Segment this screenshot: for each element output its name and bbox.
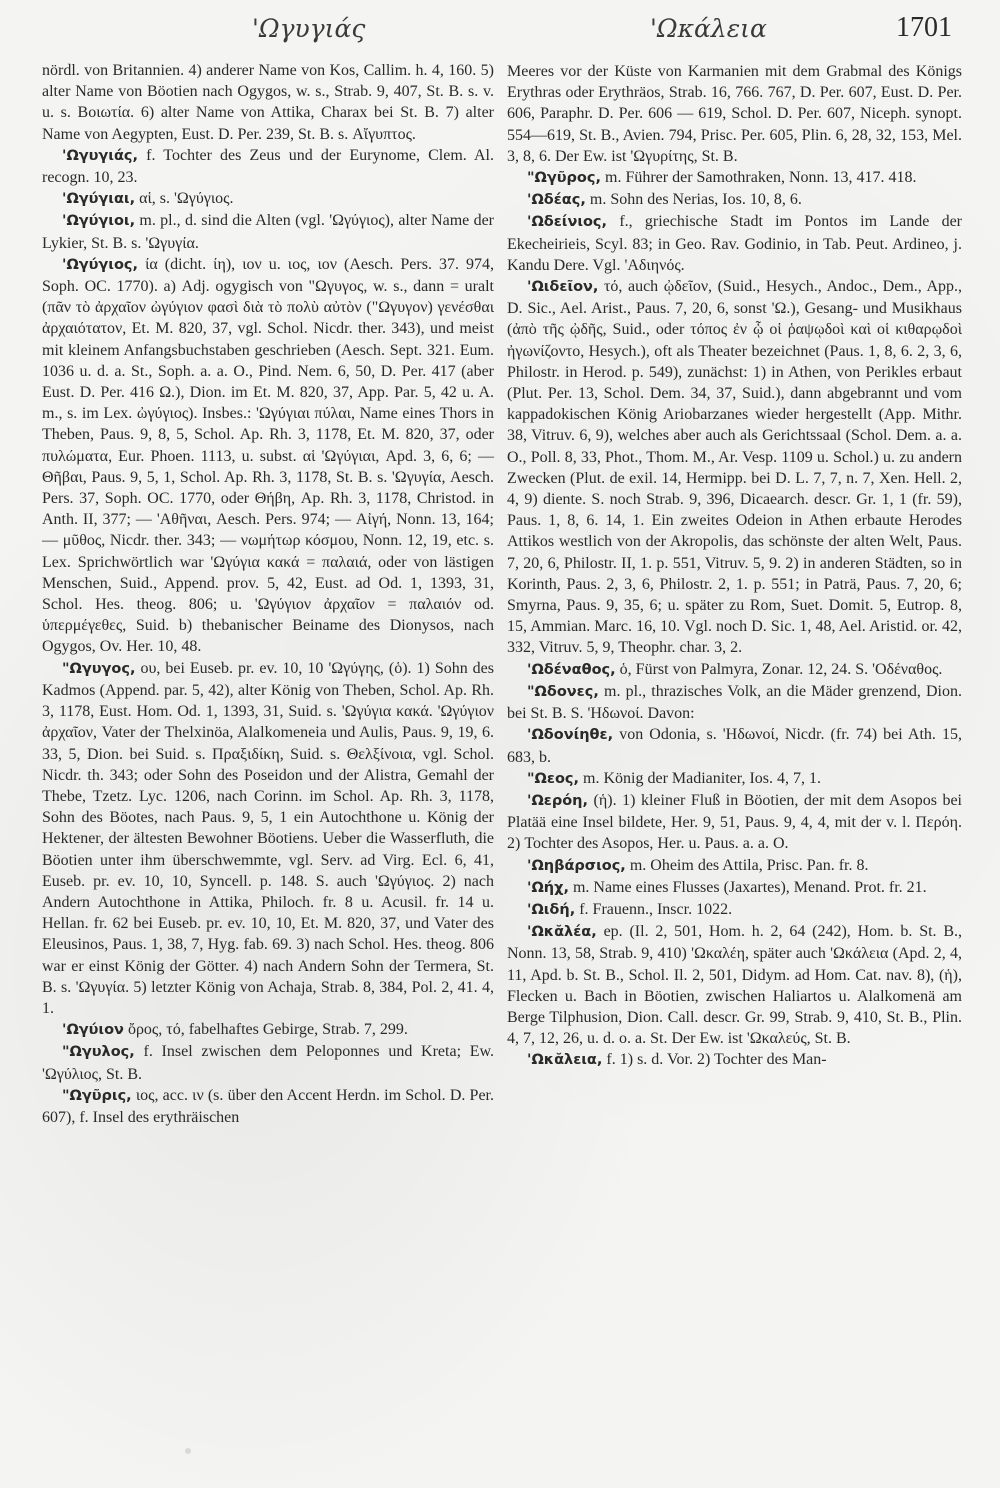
entry-body: ου, bei Euseb. pr. ev. 10, 10 'Ωγύγης, (ὁ). 1) Sohn des Kadmos (Append. par. 5, 42), alter König von Theben, Schol. Ap. Rh. 3, 1178, Eust. Hom. Od. 1, 1393, 31, Suid. s. 'Ωγύγια κακά. 'Ωγύγιον ἀρχαῖον, Vater der Thelxinöa, Alalkomeneia und Aulis, Paus. 9, 19, 6. 33, 5, Dion. bei Suid. s. Πραξιδίκη, Suid. s. Θελξίνοια, vgl. Schol. Nicdr. th. 343; oder Sohn des Poseidon und der Alistra, Gemahl der Thebe, Tzetz. Lyc. 1206, nach Corinn. im Schol. Ap. Rh. 3, 1178, Sohn des Böotes, nach Paus. 9, 5, 1 ein Autochthone u. König der Hektener, der ältesten Bewohner Böotiens. Ueber die Wasserfluth, die Böotien unter ihm überschwemmte, vgl. Serv. ad Virg. Ecl. 6, 41, Euseb. pr. ev. 10, 10, Syncell. p. 148. S. auch 'Ωγύγιος. 2) nach Andern Autochthone in Attika, Philoch. fr. 8 u. Acusil. fr. 14 u. Hellan. fr. 62 bei Euseb. pr. ev. 10, 10, Et. M. 820, 37, und Vater des Eleusinos, Paus. 1, 38, 7, Hyg. fab. 69. 3) nach Schol. Hes. theog. 806 war er einst König der Götter. 4) nach Andern Sohn der Termera, St. B. s. 'Ωγυγία. 5) letzter König von Achaja, Strab. 8, 384, Pol. 2, 41. 4, 1. xyxy=(42,659,495,1017)
entry-body: m. Sohn des Nerias, Ios. 10, 8, 6. xyxy=(589,191,802,209)
entry-headword: 'Ωγυγιάς, xyxy=(62,147,139,164)
entry-headword: 'Ωκᾰλέα, xyxy=(527,924,597,941)
continued-entry xyxy=(507,61,962,167)
entry-headword: "Ωδονες, xyxy=(527,683,599,700)
entry-headword: 'Ωγύγιοι, xyxy=(62,213,136,230)
left-guide-word: 'Ωγυγιάς xyxy=(252,14,366,43)
dictionary-entry xyxy=(507,211,962,276)
entry-headword: 'Ωγύγιαι, xyxy=(62,191,136,208)
left-column xyxy=(42,60,494,1128)
entry-body: ία (dicht. ίη), ιον u. ιος, ιον (Aesch. Pers. 37. 974, Soph. OC. 1770). a) Adj. ogygisch von "Ωγυγος, w. s., dann = uralt (πᾶν τὸ ἀρχαῖον ὠγύγιον φασὶ διὰ τὸ πολὺ αὐτὸν ("Ωγυγον) γενέσθαι ἀρχαιότατον, Et. M. 820, 37, vgl. Schol. Nicdr. ther. 343), und meist mit kleinem Anfangsbuchstaben geschrieben (Aesch. Sept. 321. Eum. 1036 u. d. a. St., Soph. a. a. O., Pind. Nem. 6, 50, D. Per. 417 (aber Eust. D. Per. 416 Ω.), Dion. im Et. M. 820, 37, App. Par. 5, 42 u. A. m., s. im Lex. ὠγύγιος). Insbes.: 'Ωγύγιαι πύλαι, Name eines Thors in Theben, Paus. 9, 8, 5, Schol. Ap. Rh. 3, 1178, Et. M. 820, 37, oder πυλώματα, Eur. Phoen. 1113, u. subst. αἱ 'Ωγύγιαι, Apd. 3, 6, 6; — Θῆβαι, Paus. 9, 5, 1, Schol. Ap. Rh. 3, 1178, St. B. s. 'Ωγυγία, Aesch. Pers. 37, Soph. OC. 1770, oder Θήβη, Ap. Rh. 3, 1178, Christod. in Anth. II, 377; — 'Αθῆναι, Aesch. Pers. 974; — Αἰγή, Nonn. 13, 164; — μῦθος, Nicdr. ther. 343; — νωμήτωρ κόσμου, Nonn. 12, 19, etc. s. Lex. Sprichwörtlich war 'Ωγύγια κακά = παλαιά, oder von lästigen Menschen, Suid., Append. prov. 5, 42, Eust. ad Od. 1, 1393, 31, Schol. Hes. theog. 806; u. 'Ωγύγιον ἀρχαῖον = παλαιόν od. ὑπερμέγεθες, Suid. b) thebanischer Beiname des Dionysos, nach Ogygos, Ov. Her. 10, 48. xyxy=(42,255,495,656)
dictionary-entry xyxy=(42,658,494,1019)
entry-body: nördl. von Britannien. 4) anderer Name von Kos, Callim. h. 4, 160. 5) alter Name von Böotien nach Ogygos, w. s., Strab. 9, 407, St. B. s. v. u. s. Βοιωτία. 6) alter Name von Attika, Charax bei St. B. 7) alter Name von Aegypten, Eust. D. Per. 239, St. B. s. Αἴγυπτος. xyxy=(42,62,494,143)
entry-body: m. pl., thrazisches Volk, an die Mäder grenzend, Dion. bei St. B. S. 'Ηδωνοί. Davon: xyxy=(507,682,963,723)
entry-headword: 'Ωδέναθος, xyxy=(527,661,616,678)
running-header xyxy=(0,8,1000,48)
dictionary-entry xyxy=(42,254,494,658)
entry-body: m. Oheim des Attila, Prisc. Pan. fr. 8. xyxy=(629,856,869,874)
entry-headword: 'Ωιδεῖον, xyxy=(527,279,599,296)
dictionary-entry xyxy=(507,790,962,855)
entry-body: m. König der Madianiter, Ios. 4, 7, 1. xyxy=(583,769,822,787)
dictionary-entry xyxy=(42,210,494,253)
dictionary-entry xyxy=(507,768,962,790)
entry-body: f. 1) s. d. Vor. 2) Tochter des Man- xyxy=(606,1051,827,1069)
dictionary-entry xyxy=(507,659,962,681)
entry-body: ιος, acc. ιν (s. über den Accent Herdn. im Schol. D. Per. 607), f. Insel des erythräischen xyxy=(42,1086,495,1126)
entry-body: f., griechische Stadt im Pontos im Lande der Ekecheirieis, Scyl. 83; in Geo. Rav. Godinio, in Tab. Peut. Ardineo, j. Kandu Dere. Vgl. 'Αδιηνός. xyxy=(507,213,962,274)
dictionary-entry xyxy=(507,921,962,1049)
entry-headword: 'Ωιδή, xyxy=(527,901,576,918)
page-number: 1701 xyxy=(896,12,952,43)
entry-headword: "Ωγῦρις, xyxy=(62,1087,132,1104)
dictionary-entry xyxy=(42,145,494,188)
entry-headword: 'Ωήχ, xyxy=(527,879,569,896)
entry-headword: "Ωγυγος, xyxy=(62,660,136,677)
dictionary-entry xyxy=(507,899,962,921)
entry-body: f. Insel zwischen dem Peloponnes und Kreta; Ew. 'Ωγύλιος, St. B. xyxy=(42,1043,495,1083)
right-column xyxy=(507,61,962,1072)
dictionary-entry xyxy=(42,1041,494,1084)
entry-body: αἱ, s. 'Ωγύγιος. xyxy=(139,190,234,208)
dictionary-entry xyxy=(507,1049,962,1071)
entry-headword: 'Ωδονίηθε, xyxy=(527,727,614,744)
entry-body: ep. (Il. 2, 501, Hom. h. 2, 64 (242), Hom. b. St. B., Nonn. 13, 58, Strab. 9, 410) 'Ωκαλέη, später auch 'Ωκάλεια (Apd. 2, 4, 11, Apd. b. St. B., Schol. Il. 2, 501, Didym. ad Hom. Cat. nav. 8), (ἡ), Flecken u. Bach in Böotien, zwischen Haliartos u. Alalkomenä am Berge Tilphusion, Dion. Call. descr. Gr. 99, Strab. 9, 410, St. B., Plin. 4, 7, 12, 26, u. d. o. a. St. Der Ew. ist 'Ωκαλεύς, St. B. xyxy=(507,923,963,1048)
dictionary-entry xyxy=(507,167,962,189)
dictionary-entry xyxy=(507,276,962,659)
entry-body: f. Frauenn., Inscr. 1022. xyxy=(579,900,733,918)
entry-body: von Odonia, s. 'Ηδωνοί, Nicdr. (fr. 74) bei Ath. 15, 683, b. xyxy=(507,726,963,766)
entry-headword: "Ωγῦρος, xyxy=(527,170,601,187)
entry-body: τό, auch ᾠδεῖον, (Suid., Hesych., Andoc., Dem., App., D. Sic., Ael. Arist., Paus. 7, 20, 6, sonst 'Ω.), Gesang- und Musikhaus (ἀπὸ τῆς ᾠδῆς, Suid., oder τόπος ἐν ᾧ οἱ ῥαψῳδοὶ καὶ οἱ κιθαρῳδοὶ ἠγωνίζοντο, Hesych.), oft als Theater bezeichnet (Paus. 1, 8, 6. 2, 3, 6, Philostr. in Herod. p. 549), zunächst: 1) in Athen, von Perikles erbaut (Plut. Per. 13, Schol. Dem. 34, 37, Suid.), dann abgebrannt und vom kappadokischen König Ariobarzanes wieder hergestellt (App. Mithr. 38, Vitruv. 6, 9), welches aber auch als Gerichtssaal (Schol. Dem. a. a. O., Poll. 8, 33, Phot., Thom. M., Ar. Vesp. 1109 u. Schol.) u. zu andern Zwecken (Plut. de exil. 14, Hermipp. bei D. L. 7, 7, n. 7, Xen. Hell. 2, 4, 9) diente. S. noch Strab. 9, 396, Dicaearch. descr. Gr. 1, 1 (fr. 59), Paus. 1, 8, 6. 14, 1. Ein zweites Odeion in Athen erbaute Herodes Attikos westlich von der Akropolis, das schönste der alten Welt, Paus. 7, 20, 6, Philostr. II, 1. p. 551, Vitruv. 5, 9. 2) in anderen Städten, so in Korinth, Paus. 2, 3, 6, Philostr. 2, 1. p. 551; in Paträ, Paus. 7, 20, 6; Smyrna, Paus. 9, 35, 6; u. später zu Rom, Suet. Domit. 5, Eutrop. 8, 15, Ammian. Marc. 16, 10. Vgl. noch D. Sic. 1, 48, Ael. Aristid. or. 42, 332, Vitruv. 5, 9, Theophr. char. 3, 2. xyxy=(507,278,962,657)
dictionary-entry xyxy=(507,189,962,211)
dictionary-entry xyxy=(507,877,962,899)
entry-body: Meeres vor der Küste von Karmanien mit dem Grabmal des Königs Erythras oder Erythräos, Strab. 16, 766. 767, D. Per. 607, Eust. D. Per. 606, Paraphr. D. Per. 606 — 619, Schol. D. Per. 607, Niceph. synopt. 554—619, St. B., Avien. 794, Prisc. Per. 605, Plin. 6, 28, 32, 153, Mel. 3, 8, 6. Der Ew. ist 'Ωγυρίτης, St. B. xyxy=(507,63,962,165)
dictionary-entry xyxy=(507,724,962,767)
dictionary-entry xyxy=(42,1085,494,1128)
entry-body: f. Tochter des Zeus und der Eurynome, Clem. Al. recogn. 10, 23. xyxy=(42,146,495,187)
dictionary-entry xyxy=(42,1019,494,1041)
dictionary-entry xyxy=(507,681,962,724)
entry-body: m. pl., d. sind die Alten (vgl. 'Ωγύγιος), alter Name der Lykier, St. B. s. 'Ωγυγία. xyxy=(42,212,495,252)
entry-body: m. Name eines Flusses (Jaxartes), Menand. Prot. fr. 21. xyxy=(572,878,927,896)
entry-body: ὁ, Fürst von Palmyra, Zonar. 12, 24. S. 'Οδέναθος. xyxy=(619,660,943,678)
dictionary-entry xyxy=(42,188,494,210)
entry-headword: 'Ωδέας, xyxy=(527,192,586,209)
entry-headword: "Ωγυλος, xyxy=(62,1044,135,1061)
entry-headword: 'Ωδείνιος, xyxy=(527,214,608,231)
paper-smudge xyxy=(185,1448,191,1454)
dictionary-entry xyxy=(507,855,962,877)
entry-headword: 'Ωκᾰλεια, xyxy=(527,1052,603,1069)
entry-headword: 'Ωηβάρσιος, xyxy=(527,857,626,874)
entry-body: m. Führer der Samothraken, Nonn. 13, 417. 418. xyxy=(605,169,917,187)
continued-entry xyxy=(42,60,494,145)
entry-headword: "Ωεος, xyxy=(527,770,580,787)
entry-body: (ἡ). 1) kleiner Fluß in Böotien, der mit dem Asopos bei Platää eine Insel bildete, Her. 9, 51, Paus. 9, 4, 4, mit der v. l. Περόη. 2) Tochter des Asopos, Her. u. Paus. a. a. O. xyxy=(507,791,962,853)
entry-headword: 'Ωγύιον xyxy=(62,1022,124,1039)
entry-headword: 'Ωερόη, xyxy=(527,792,589,809)
entry-body: ὄρος, τό, fabelhaftes Gebirge, Strab. 7, 299. xyxy=(127,1021,408,1039)
entry-headword: 'Ωγύγιος, xyxy=(62,256,139,273)
right-guide-word: 'Ωκάλεια xyxy=(650,14,767,43)
